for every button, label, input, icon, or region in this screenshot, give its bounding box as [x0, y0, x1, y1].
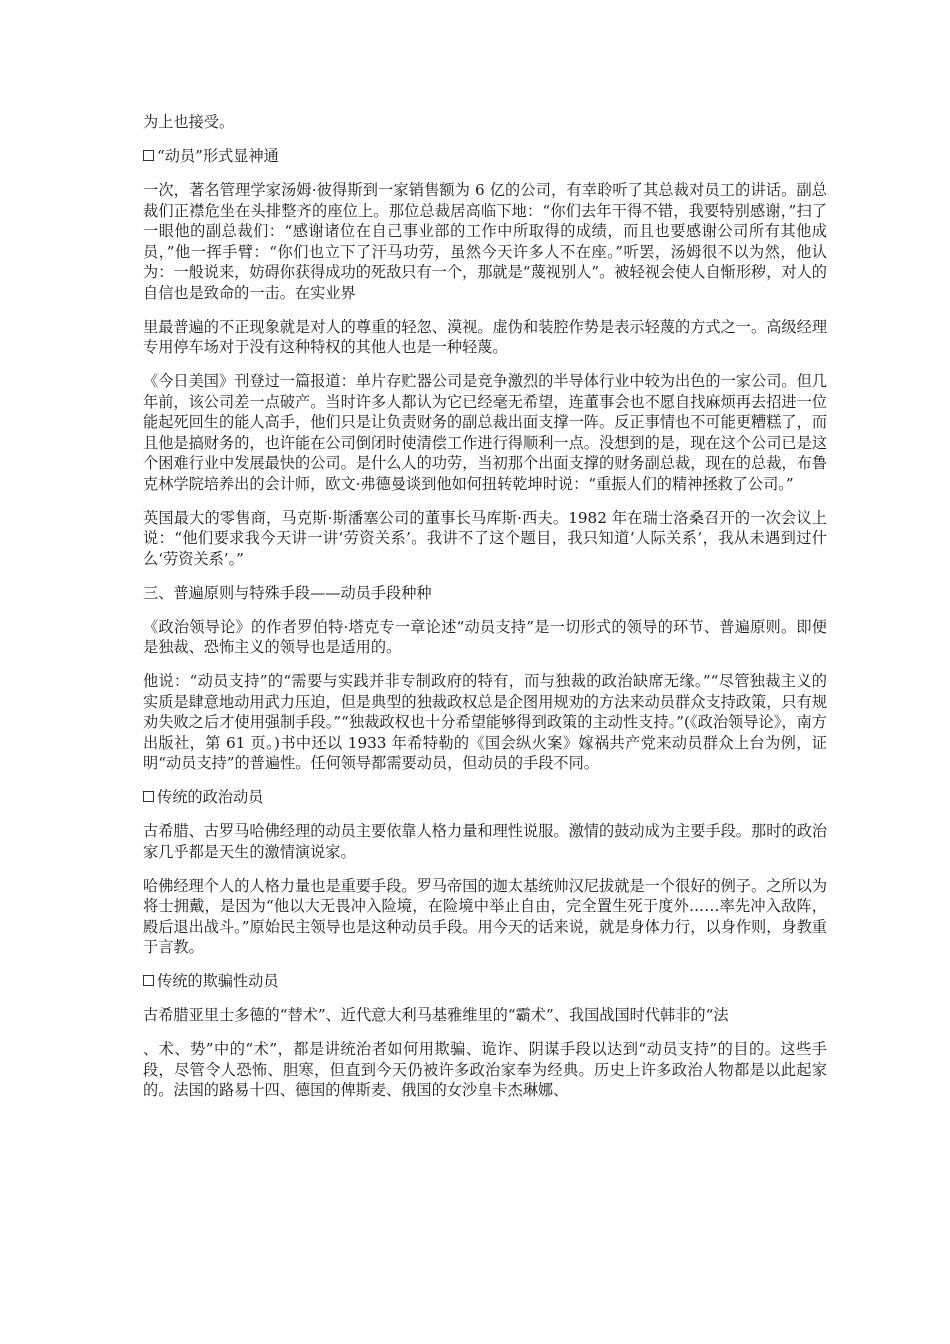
- section-heading-text: 传统的欺骗性动员: [157, 972, 279, 990]
- paragraph: 古希腊、古罗马哈佛经理的动员主要依靠人格力量和理性说服。激情的鼓动成为主要手段。那时的政治家几乎都是天生的激情演说家。: [143, 822, 827, 861]
- section-heading-text: 传统的政治动员: [157, 788, 264, 806]
- paragraph: 《今日美国》刊登过一篇报道：单片存贮器公司是竞争激烈的半导体行业中较为出色的一家公司。但几年前，该公司差一点破产。当时许多人都认为它已经毫无希望，连董事会也不愿自找麻烦再去招进一位能起死回生的能人高手，他们只是让负责财务的副总裁出面支撑一阵。反正事情也不可能更糟糕了，而且他是搞财务的，也许能在公司倒闭时使清偿工作进行得顺利一点。没想到的是，现在这个公司已是这个困难行业中发展最快的公司。是什么人的功劳，当初那个出面支撑的财务副总裁，现在的总裁，布鲁克林学院培养出的会计师，欧文·弗德曼谈到他如何扭转乾坤时说：“重振人们的精神拯救了公司。”: [143, 372, 827, 493]
- paragraph: 一次，著名管理学家汤姆·彼得斯到一家销售额为 6 亿的公司，有幸聆听了其总裁对员工的讲话。副总裁们正襟危坐在头排整齐的座位上。那位总裁居高临下地：“你们去年干得不错，我要特别感谢，”扫了一眼他的副总裁们：“感谢诸位在自己事业部的工作中所取得的成绩，而且也要感谢公司所有其他成员，”他一挥手臂：“你们也立下了汗马功劳，虽然今天许多人不在座。”听罢，汤姆很不以为然，他认为：一般说来，妨碍你获得成功的死敌只有一个，那就是“蔑视别人”。被轻视会使人自惭形秽，对人的自信也是致命的一击。在实业界: [143, 181, 827, 302]
- paragraph: 《政治领导论》的作者罗伯特·塔克专一章论述“动员支持”是一切形式的领导的环节、普遍原则。即便是独裁、恐怖主义的领导也是适用的。: [143, 617, 827, 656]
- section-heading: [143, 971, 827, 992]
- checkbox-square-icon: [143, 975, 154, 986]
- section-heading: [143, 146, 827, 167]
- document-page: [143, 112, 827, 1114]
- paragraph: 为上也接受。: [143, 113, 235, 131]
- checkbox-square-icon: [143, 150, 154, 161]
- section-heading: [143, 583, 827, 604]
- paragraph: 英国最大的零售商，马克斯·斯潘塞公司的董事长马库斯·西夫。1982 年在瑞士洛桑召开的一次会议上说：“他们要求我今天讲一讲‘劳资关系’。我讲不了这个题目，我只知道‘人际关系’，我从未遇到过什么‘劳资关系’。”: [143, 508, 827, 568]
- paragraph: 、术、势”中的“术”，都是讲统治者如何用欺骗、诡诈、阴谋手段以达到“动员支持”的目的。这些手段，尽管令人恐怖、胆寒，但直到今天仍被许多政治家奉为经典。历史上许多政治人物都是以此起家的。法国的路易十四、德国的俾斯麦、俄国的女沙皇卡杰琳娜、: [143, 1040, 827, 1099]
- checkbox-square-icon: [143, 791, 154, 802]
- paragraph: 他说：“动员支持”的“需要与实践并非专制政府的特有，而与独裁的政治缺席无缘。”“尽管独裁主义的实质是肆意地动用武力压迫，但是典型的独裁政权总是企图用规劝的方法来动员群众支持政策，只有规劝失败之后才使用强制手段。”“独裁政权也十分希望能够得到政策的主动性支持。”(《政治领导论》，南方出版社，第 61 页。)书中还以 1933 年希特勒的《国会纵火案》嫁祸共产党来动员群众上台为例，证明“动员支持”的普遍性。任何领导都需要动员，但动员的手段不同。: [143, 672, 827, 772]
- section-heading: [143, 787, 827, 808]
- paragraph: 哈佛经理个人的人格力量也是重要手段。罗马帝国的迦太基统帅汉尼拔就是一个很好的例子。之所以为将士拥戴，是因为“他以大无畏冲入险境，在险境中举止自由，完全置生死于度外……率先冲入敌阵，殿后退出战斗。”原始民主领导也是这种动员手段。用今天的话来说，就是身体力行，以身作则，身教重于言教。: [143, 876, 827, 956]
- paragraph: 古希腊亚里士多德的“替术”、近代意大利马基雅维里的“霸术”、我国战国时代韩非的“法: [143, 1006, 729, 1024]
- section-heading-text: 三、普遍原则与特殊手段——动员手段种种: [143, 583, 432, 602]
- section-heading-text: “动员”形式显神通: [157, 147, 279, 165]
- paragraph: 里最普遍的不正现象就是对人的尊重的轻忽、漠视。虚伪和装腔作势是表示轻蔑的方式之一。高级经理专用停车场对于没有这种特权的其他人也是一种轻蔑。: [143, 317, 827, 356]
